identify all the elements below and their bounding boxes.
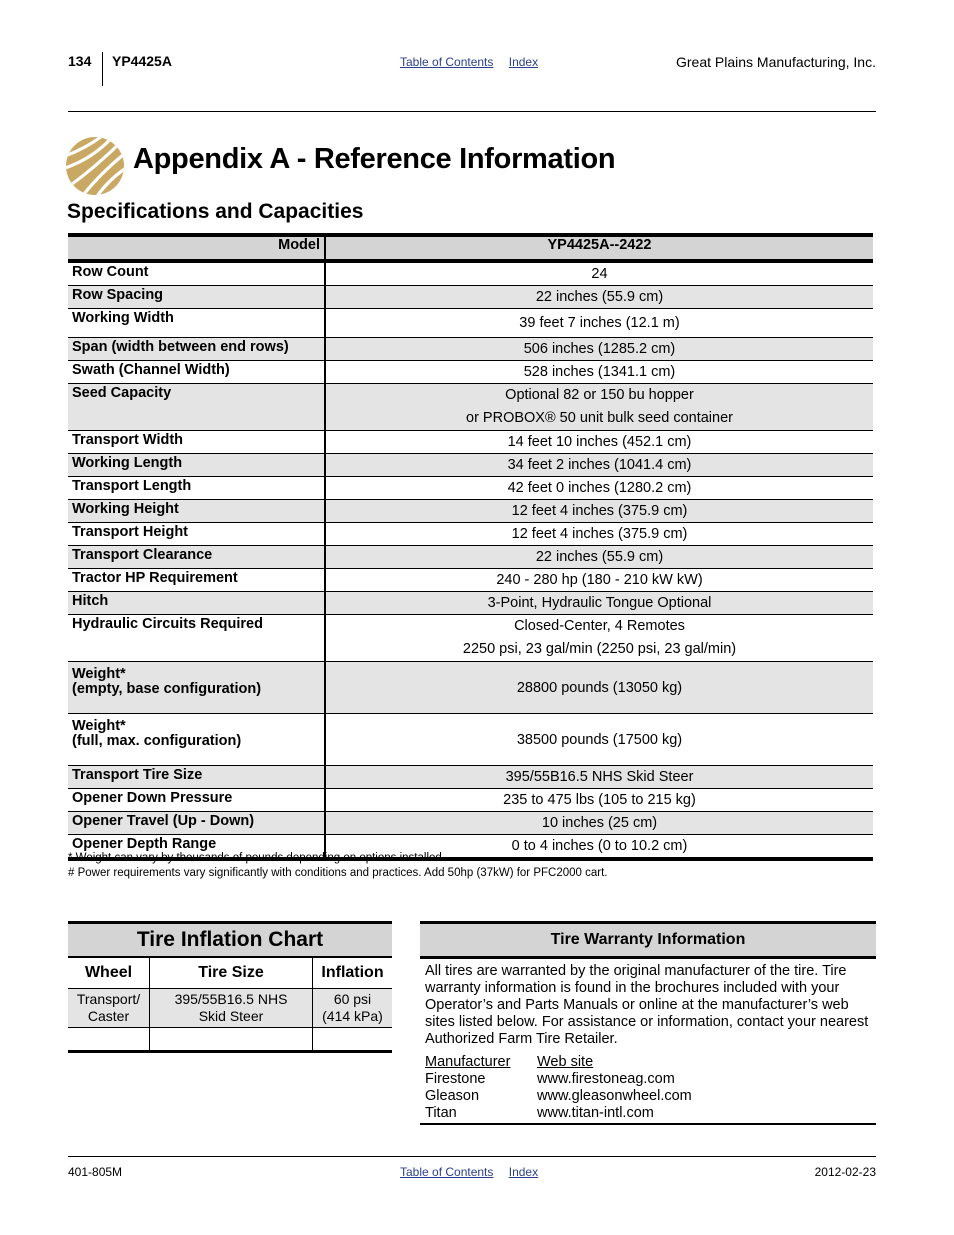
spec-value: 22 inches (55.9 cm) <box>325 546 873 569</box>
toc-link[interactable]: Table of Contents <box>400 55 494 69</box>
inflation-line1: 60 psi <box>333 991 372 1007</box>
power-footnote: # Power requirements vary significantly with conditions and practices. Add 50hp (37kW) for PFC2000 cart. <box>68 867 608 879</box>
inflation-cell <box>313 989 393 1028</box>
spec-value <box>325 384 873 431</box>
spec-label: Hitch <box>68 592 325 615</box>
spec-label <box>68 662 325 714</box>
weight-footnote: * Weight can vary by thousands of pounds depending on options installed. <box>68 852 445 864</box>
tire-size-line2: Skid Steer <box>198 1008 264 1024</box>
spec-label: Swath (Channel Width) <box>68 361 325 384</box>
spec-label: Tractor HP Requirement <box>68 569 325 592</box>
list-item <box>425 1071 871 1088</box>
header-divider <box>102 52 103 86</box>
spec-label: Working Width <box>68 309 325 338</box>
wheel-line2: Caster <box>87 1008 130 1024</box>
spec-value: 14 feet 10 inches (452.1 cm) <box>325 431 873 454</box>
spec-label: Span (width between end rows) <box>68 338 325 361</box>
spec-label: Opener Down Pressure <box>68 789 325 812</box>
footer-toc-link[interactable]: Table of Contents <box>400 1165 494 1179</box>
table-row <box>68 812 873 835</box>
inflation-chart-title: Tire Inflation Chart <box>68 921 392 958</box>
spec-value: 28800 pounds (13050 kg) <box>325 662 873 714</box>
tire-size-cell <box>150 989 313 1028</box>
spec-label: Working Height <box>68 500 325 523</box>
list-item <box>425 1105 871 1122</box>
specifications-table <box>68 233 873 861</box>
spec-label-line1: Weight* <box>72 718 126 734</box>
inflation-header-row <box>68 958 392 989</box>
table-row <box>68 714 873 766</box>
spec-value: 34 feet 2 inches (1041.4 cm) <box>325 454 873 477</box>
spec-value-line1: Optional 82 or 150 bu hopper <box>505 387 694 403</box>
inflation-line2: (414 kPa) <box>322 1008 383 1024</box>
table-row <box>68 431 873 454</box>
spec-value: 39 feet 7 inches (12.1 m) <box>325 309 873 338</box>
header-rule <box>68 111 876 112</box>
spec-label: Transport Width <box>68 431 325 454</box>
table-row <box>68 361 873 384</box>
page-number: 134 <box>68 53 92 69</box>
manufacturer-list-header <box>425 1054 871 1071</box>
spec-value-line2: or PROBOX® 50 unit bulk seed container <box>466 410 733 426</box>
model-value-header: YP4425A--2422 <box>325 235 873 261</box>
table-row <box>68 261 873 286</box>
spec-value: 240 - 280 hp (180 - 210 kW kW) <box>325 569 873 592</box>
spec-label: Transport Length <box>68 477 325 500</box>
manufacturer-list <box>420 1048 876 1122</box>
table-row <box>68 989 392 1028</box>
warranty-title: Tire Warranty Information <box>420 921 876 959</box>
spec-value: 12 feet 4 inches (375.9 cm) <box>325 523 873 546</box>
footnotes <box>68 851 607 881</box>
tire-warranty-info <box>420 921 876 1125</box>
footer-rule <box>68 1156 876 1157</box>
empty-cell <box>68 1028 150 1052</box>
list-item <box>425 1088 871 1105</box>
table-row <box>68 662 873 714</box>
spec-label: Row Spacing <box>68 286 325 309</box>
spec-value-line1: Closed-Center, 4 Remotes <box>514 618 685 634</box>
spec-label: Transport Clearance <box>68 546 325 569</box>
section-heading: Specifications and Capacities <box>67 200 364 223</box>
table-row <box>68 546 873 569</box>
spec-value: 506 inches (1285.2 cm) <box>325 338 873 361</box>
spec-label-line2: (empty, base configuration) <box>72 681 262 697</box>
spec-label: Seed Capacity <box>68 384 325 431</box>
spec-label <box>68 714 325 766</box>
empty-cell <box>313 1028 393 1052</box>
table-row <box>68 766 873 789</box>
page-header <box>68 52 876 88</box>
spec-label-line2: (full, max. configuration) <box>72 733 242 749</box>
spec-label: Row Count <box>68 261 325 286</box>
table-row <box>68 615 873 662</box>
spec-value: 12 feet 4 inches (375.9 cm) <box>325 500 873 523</box>
model-header: Model <box>68 235 325 261</box>
inflation-table <box>68 958 392 1053</box>
document-number: 401-805M <box>68 1165 123 1179</box>
header-nav <box>400 55 550 69</box>
manufacturer-column-header: Manufacturer <box>425 1054 511 1070</box>
table-row <box>68 309 873 338</box>
table-row <box>68 384 873 431</box>
table-row <box>68 477 873 500</box>
table-row <box>68 454 873 477</box>
manufacturer-site: www.firestoneag.com <box>537 1071 675 1087</box>
wheel-cell <box>68 989 150 1028</box>
spec-value: 395/55B16.5 NHS Skid Steer <box>325 766 873 789</box>
manufacturer-name: Titan <box>425 1105 457 1121</box>
spec-value: 42 feet 0 inches (1280.2 cm) <box>325 477 873 500</box>
empty-cell <box>150 1028 313 1052</box>
spec-value-line2: 2250 psi, 23 gal/min (2250 psi, 23 gal/min) <box>462 641 737 657</box>
spec-label: Hydraulic Circuits Required <box>68 615 325 662</box>
spec-label: Opener Depth Range <box>68 835 325 860</box>
table-row <box>68 500 873 523</box>
table-row <box>68 1028 392 1052</box>
spec-label: Transport Tire Size <box>68 766 325 789</box>
inflation-column-header: Inflation <box>313 958 393 989</box>
tire-inflation-chart <box>68 921 392 1053</box>
tire-size-line1: 395/55B16.5 NHS <box>174 991 288 1007</box>
table-row <box>68 569 873 592</box>
spec-value: 3-Point, Hydraulic Tongue Optional <box>325 592 873 615</box>
table-row <box>68 286 873 309</box>
warranty-text: All tires are warranted by the original manufacturer of the tire. Tire warranty information is found in the brochures included with your Operator’s and Parts Manuals or online at the manufacturer’s web sites listed below. For assistance or information, contact your nearest Authorized Farm Tire Retailer. <box>425 963 869 1047</box>
footer-nav <box>400 1165 550 1179</box>
footer-index-link[interactable]: Index <box>508 1165 539 1179</box>
spec-value: 10 inches (25 cm) <box>325 812 873 835</box>
spec-value <box>325 615 873 662</box>
model-name: YP4425A <box>112 53 172 69</box>
wheel-column-header: Wheel <box>68 958 150 989</box>
document-date: 2012-02-23 <box>814 1165 876 1179</box>
table-row <box>68 523 873 546</box>
spec-label: Working Length <box>68 454 325 477</box>
spec-label: Transport Height <box>68 523 325 546</box>
page-title: Appendix A - Reference Information <box>133 143 616 175</box>
table-row <box>68 592 873 615</box>
company-name: Great Plains Manufacturing, Inc. <box>676 54 876 70</box>
tire-size-column-header: Tire Size <box>150 958 313 989</box>
spec-value: 528 inches (1341.1 cm) <box>325 361 873 384</box>
website-column-header: Web site <box>537 1054 594 1070</box>
table-header-row <box>68 235 873 261</box>
table-row <box>68 338 873 361</box>
great-plains-logo-icon <box>66 137 124 195</box>
spec-value: 22 inches (55.9 cm) <box>325 286 873 309</box>
manufacturer-site: www.titan-intl.com <box>537 1105 654 1121</box>
spec-value: 38500 pounds (17500 kg) <box>325 714 873 766</box>
spec-label-line1: Weight* <box>72 666 126 682</box>
index-link[interactable]: Index <box>508 55 539 69</box>
manufacturer-name: Gleason <box>425 1088 480 1104</box>
wheel-line1: Transport/ <box>76 991 141 1007</box>
manufacturer-site: www.gleasonwheel.com <box>537 1088 692 1104</box>
spec-value: 0 to 4 inches (0 to 10.2 cm) <box>325 835 873 860</box>
spec-value: 235 to 475 lbs (105 to 215 kg) <box>325 789 873 812</box>
table-row <box>68 789 873 812</box>
spec-label: Opener Travel (Up - Down) <box>68 812 325 835</box>
spec-value: 24 <box>325 261 873 286</box>
manufacturer-name: Firestone <box>425 1071 486 1087</box>
